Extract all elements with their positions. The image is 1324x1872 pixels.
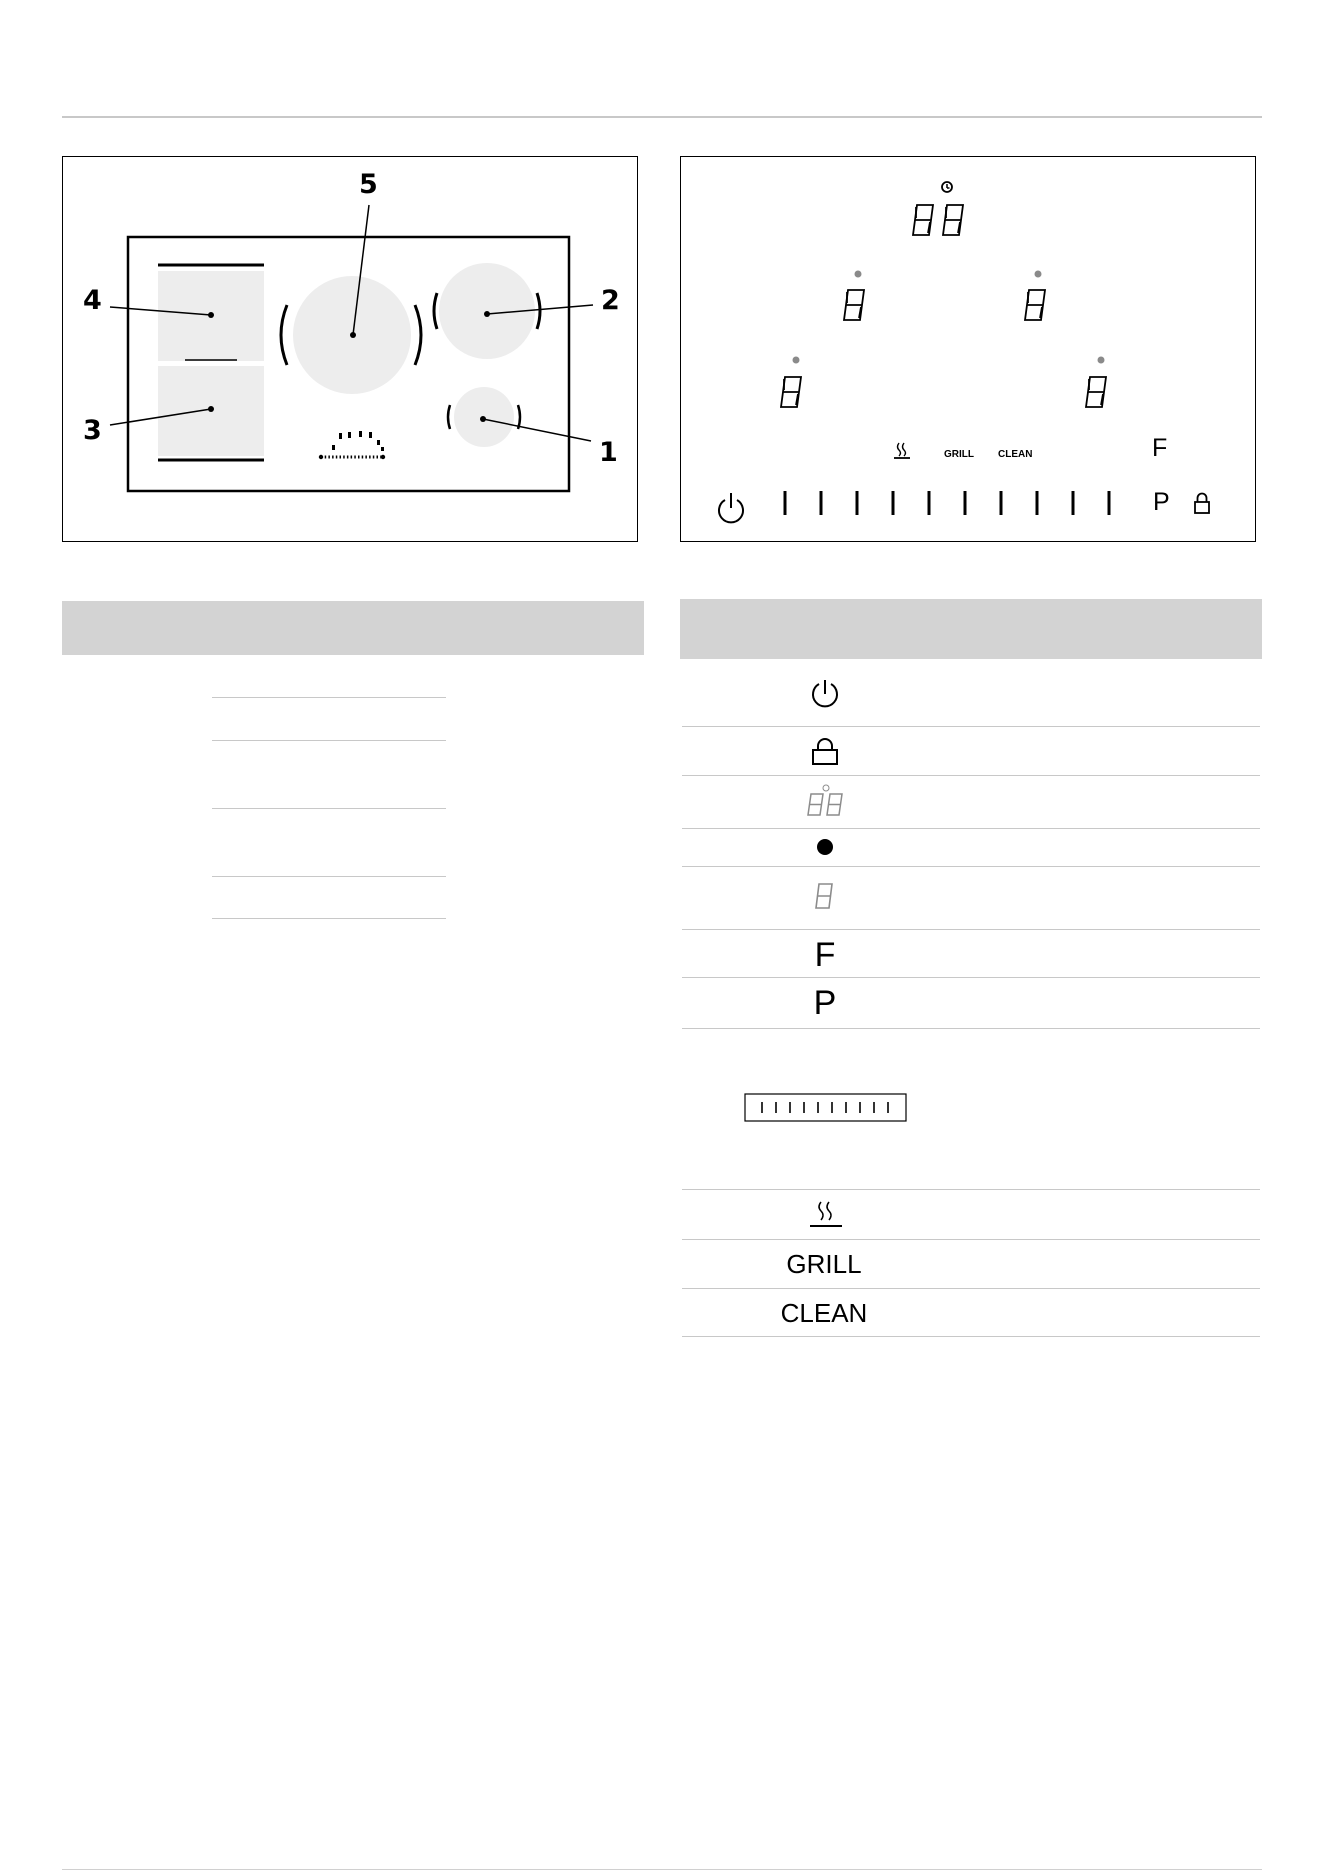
right-table-rule-8 (682, 1189, 1260, 1190)
grill-label: GRILL (944, 449, 974, 460)
zone-label-5: 5 (359, 169, 378, 200)
right-table-header (680, 599, 1262, 659)
control-panel-diagram (681, 157, 1254, 540)
led-rear-right (1035, 271, 1042, 278)
zone-2-arc-left (434, 293, 437, 329)
table-slider-icon (744, 1093, 908, 1123)
right-table-rule-2 (682, 775, 1260, 776)
program-label: P (1153, 488, 1170, 516)
left-table-rule-5 (212, 918, 446, 919)
zone-5-arc-left (281, 305, 287, 365)
table-digit-icon (815, 882, 835, 912)
right-table-rule-11 (682, 1336, 1260, 1337)
right-table-rule-4 (682, 866, 1260, 867)
left-table-rule-1 (212, 697, 446, 698)
zone-label-3: 3 (83, 415, 102, 446)
zone-label-1: 1 (599, 437, 618, 468)
led-rear-left (855, 271, 862, 278)
display-rear-left (844, 290, 864, 320)
zone-label-2: 2 (601, 285, 620, 316)
right-table-rule-6 (682, 977, 1260, 978)
timer-icon (942, 182, 952, 192)
table-clean-label: CLEAN (780, 1298, 868, 1328)
right-table-rule-1 (682, 726, 1260, 727)
table-grill-label: GRILL (786, 1249, 862, 1279)
right-table-rule-5 (682, 929, 1260, 930)
page-bottom-rule (62, 1869, 1262, 1870)
page-top-rule (62, 116, 1262, 118)
table-lock-icon (811, 738, 839, 766)
led-front-left (793, 357, 800, 364)
table-program-symbol: P (813, 984, 837, 1022)
hob-diagram-frame (62, 156, 638, 542)
right-table-rule-10 (682, 1288, 1260, 1289)
hob-diagram (63, 157, 636, 540)
clean-label: CLEAN (998, 449, 1033, 460)
zone-1-arc-right (518, 405, 520, 429)
control-panel-symbol (319, 431, 385, 459)
zone-1-arc-left (448, 405, 450, 429)
control-panel-frame (680, 156, 1256, 542)
timer-display (913, 205, 963, 235)
display-front-right (1086, 377, 1106, 407)
right-table-rule-9 (682, 1239, 1260, 1240)
table-keep-warm-icon (808, 1199, 844, 1231)
zone-2-arc-right (537, 293, 540, 329)
left-table-header (62, 601, 644, 655)
left-table-rule-3 (212, 808, 446, 809)
table-timer-display-icon (806, 783, 846, 819)
display-rear-right (1025, 290, 1045, 320)
lock-icon (1195, 494, 1209, 514)
zone-5-arc-right (415, 305, 421, 365)
table-power-icon (810, 678, 840, 710)
left-table-rule-4 (212, 876, 446, 877)
led-front-right (1098, 357, 1105, 364)
function-label: F (1152, 434, 1168, 462)
slider-segments (785, 491, 1109, 515)
right-table-rule-3 (682, 828, 1260, 829)
keep-warm-icon (894, 443, 910, 458)
display-front-left (781, 377, 801, 407)
power-icon (719, 493, 743, 522)
table-dot-icon (816, 838, 834, 856)
table-function-symbol: F (814, 936, 836, 974)
left-table-rule-2 (212, 740, 446, 741)
zone-label-4: 4 (83, 285, 102, 316)
right-table-rule-7 (682, 1028, 1260, 1029)
